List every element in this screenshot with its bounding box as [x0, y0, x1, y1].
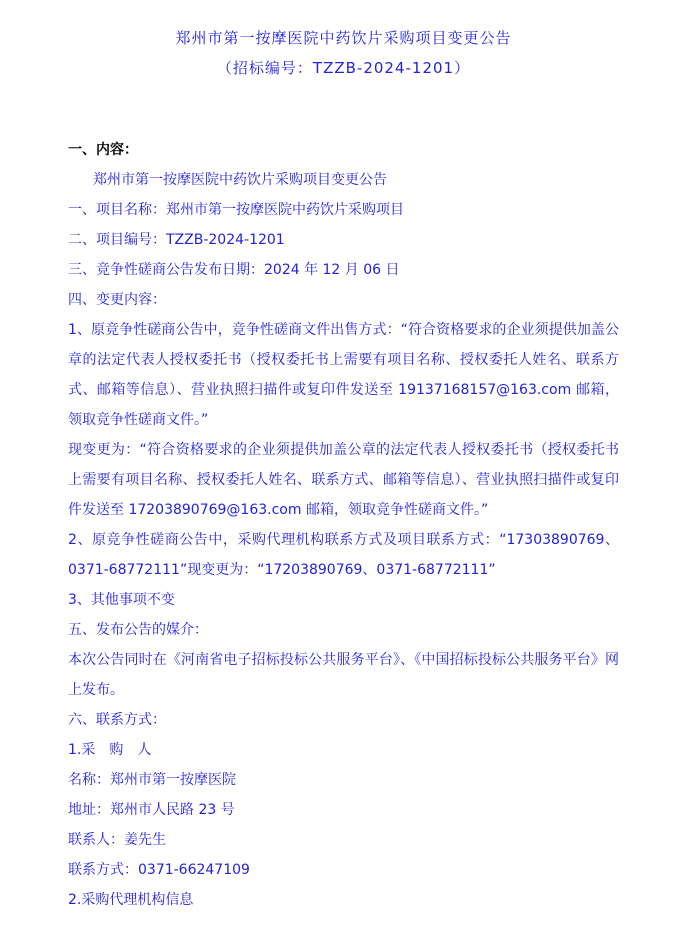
document-subtitle: （招标编号：TZZB-2024-1201） [216, 59, 471, 77]
document-paragraph: 3、其他事项不变 [68, 592, 175, 608]
document-paragraph: 五、发布公告的媒介： [68, 622, 208, 638]
document-paragraph: 一、项目名称：郑州市第一按摩医院中药饮片采购项目 [68, 202, 404, 218]
document-paragraph: 1、原竞争性磋商公告中，竞争性磋商文件出售方式：“符合资格要求的企业须提供加盖公章的法定代表人授权委托书（授权委托书上需要有项目名称、授权委托人姓名、联系方式、邮箱等信息）、营业执照扫描件或复印件发送至 19137168157@163.com 邮箱，领取竞争性磋商文件。” [68, 322, 619, 428]
document-paragraph: 四、变更内容： [68, 292, 166, 308]
document-paragraph: 2、原竞争性磋商公告中，采购代理机构联系方式及项目联系方式：“17303890769、0371-68772111”现变更为：“17203890769、0371-68772111” [68, 532, 619, 578]
document-paragraph: 二、项目编号：TZZB-2024-1201 [68, 232, 285, 248]
document-paragraph: 郑州市第一按摩医院中药饮片采购项目变更公告 [93, 172, 387, 188]
document-paragraph: 现变更为：“符合资格要求的企业须提供加盖公章的法定代表人授权委托书（授权委托书上需要有项目名称、授权委托人姓名、联系方式、邮箱等信息）、营业执照扫描件或复印件发送至 17203890769@163.com 邮箱，领取竞争性磋商文件。” [68, 442, 619, 518]
document-paragraph: 六、联系方式： [68, 712, 166, 728]
document-content [68, 135, 619, 915]
document-paragraph: 联系人：姜先生 [68, 832, 166, 848]
document-paragraph: 本次公告同时在《河南省电子招标投标公共服务平台》、《中国招标投标公共服务平台》网上发布。 [68, 652, 619, 698]
document-title: 郑州市第一按摩医院中药饮片采购项目变更公告 [175, 29, 512, 47]
document-paragraph: 1.采 购 人 [68, 742, 152, 758]
document-paragraph: 地址：郑州市人民路 23 号 [68, 802, 235, 818]
document-paragraph: 三、竞争性磋商公告发布日期：2024 年 12 月 06 日 [68, 262, 400, 278]
document-paragraph: 联系方式：0371-66247109 [68, 862, 250, 878]
document-paragraph: 名称：郑州市第一按摩医院 [68, 772, 236, 788]
document-paragraph: 2.采购代理机构信息 [68, 892, 194, 908]
document-paragraph: 一、内容： [68, 142, 138, 158]
